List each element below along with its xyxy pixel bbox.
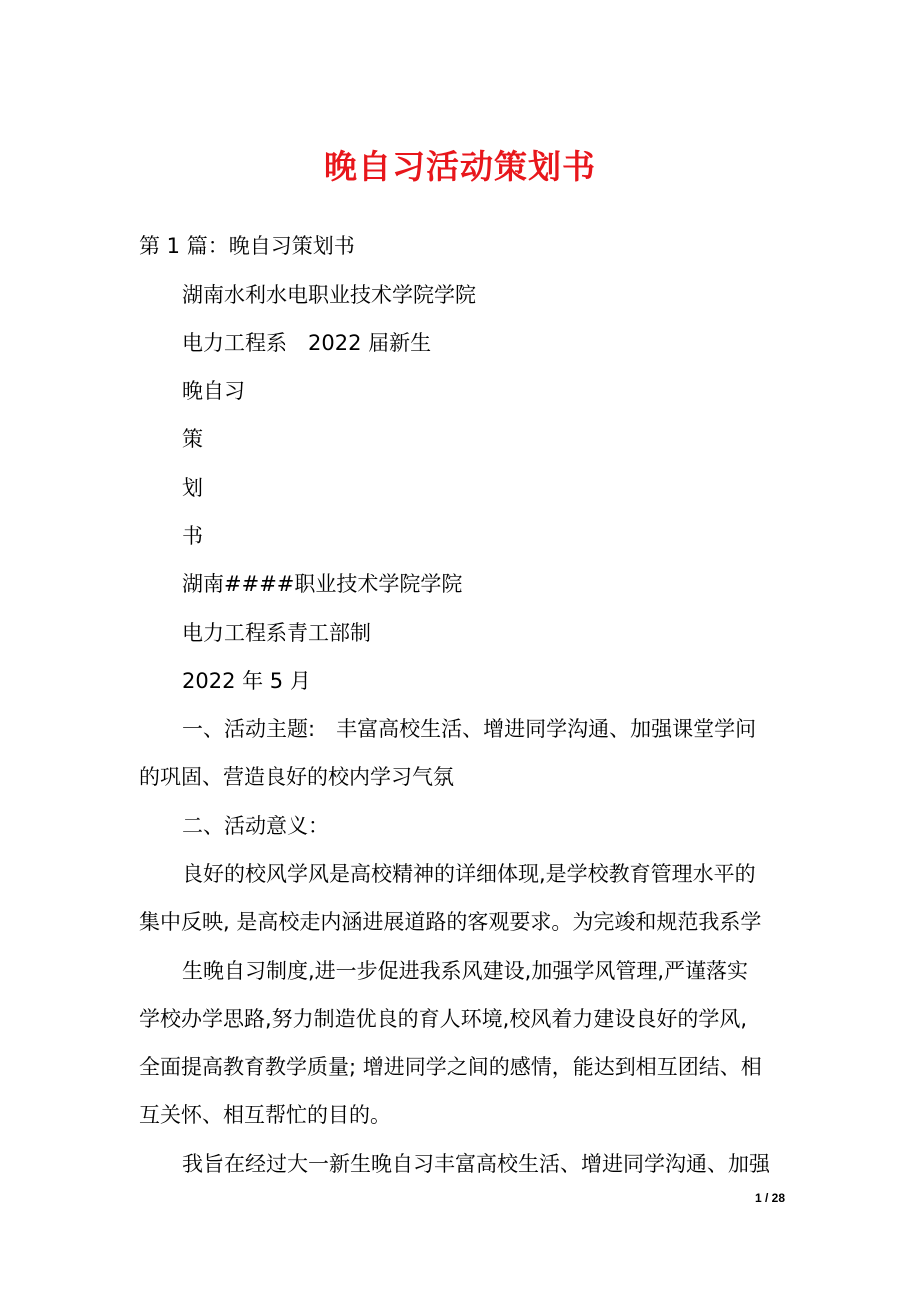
paragraph-line: 我旨在经过大一新生晚自习丰富高校生活、增进同学沟通、加强: [182, 1152, 770, 1176]
section-heading: 第 1 篇：晚自习策划书: [139, 234, 355, 258]
school-name-line: 湖南水利水电职业技术学院学院: [182, 283, 476, 307]
school-name-masked-line: 湖南####职业技术学院学院: [182, 572, 463, 596]
department-line: 电力工程系 2022 届新生: [182, 331, 432, 355]
cover-char-line: 书: [182, 524, 203, 548]
paragraph-line: 良好的校风学风是高校精神的详细体现,是学校教育管理水平的: [182, 862, 756, 886]
paragraph-line: 学校办学思路,努力制造优良的育人环境,校风着力建设良好的学风,: [139, 1007, 748, 1031]
paragraph-line: 的巩固、营造良好的校内学习气氛: [139, 765, 454, 789]
page-number: 1 / 28: [754, 1191, 785, 1205]
cover-char-line: 策: [182, 427, 203, 451]
paragraph-line: 二、活动意义：: [182, 814, 329, 838]
paragraph-line: 生晚自习制度,进一步促进我系风建设,加强学风管理,严谨落实: [182, 959, 749, 983]
paragraph-line: 集中反映, 是高校走内涵进展道路的客观要求。为完竣和规范我系学: [139, 910, 762, 934]
cover-title-line: 晚自习: [182, 379, 245, 403]
paragraph-line: 一、活动主题: 丰富高校生活、增进同学沟通、加强课堂学问: [182, 717, 757, 741]
publisher-line: 电力工程系青工部制: [182, 621, 371, 645]
paragraph-line: 全面提高教育教学质量; 增进同学之间的感情，能达到相互团结、相: [139, 1055, 762, 1079]
cover-char-line: 划: [182, 476, 203, 500]
document-title: 晚自习活动策划书: [324, 147, 596, 186]
date-line: 2022 年 5 月: [182, 669, 311, 693]
paragraph-line: 互关怀、相互帮忙的目的。: [139, 1103, 391, 1127]
